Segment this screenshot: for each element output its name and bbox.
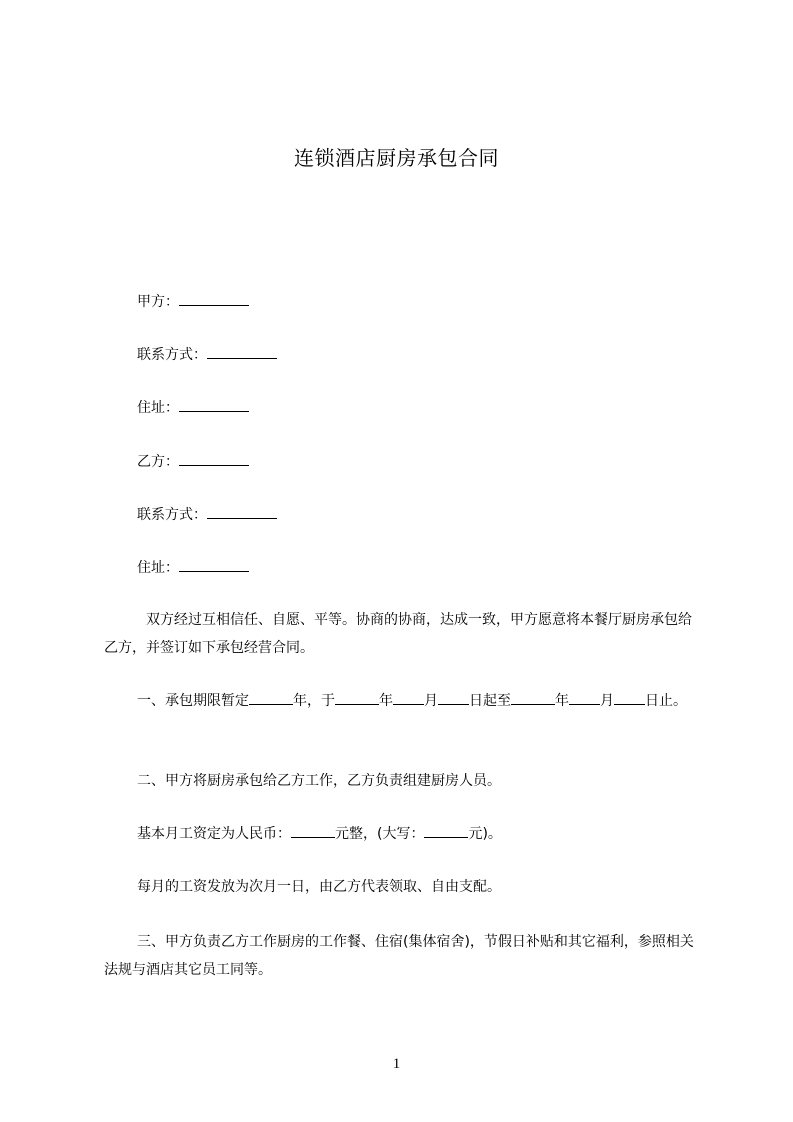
party-b-label: 乙方： (137, 454, 179, 470)
clause-1-end-year-blank[interactable] (511, 692, 555, 705)
clause-1-text-a: 一、承包期限暂定 (137, 693, 249, 709)
clause-1-text-e: 日起至 (469, 693, 511, 709)
party-a-address-blank[interactable] (179, 399, 249, 412)
clause-1-start-month-blank[interactable] (393, 692, 424, 705)
clause-1-text-d: 月 (424, 693, 438, 709)
clause-1-paragraph (104, 687, 704, 715)
party-a-contact-label: 联系方式： (137, 347, 207, 363)
clause-1-text-g: 月 (600, 693, 614, 709)
clause-1-text-b: 年，于 (293, 693, 335, 709)
salary-paragraph (137, 820, 697, 848)
clause-1-text-c: 年 (379, 693, 393, 709)
party-a-address-line (137, 399, 249, 416)
page-number: 1 (392, 1056, 401, 1072)
clause-1-start-day-blank[interactable] (438, 692, 469, 705)
salary-amount-blank[interactable] (291, 825, 335, 838)
party-b-contact-line (137, 506, 277, 523)
clause-1-end-day-blank[interactable] (614, 692, 645, 705)
clause-1-text-f: 年 (555, 693, 569, 709)
party-b-line (137, 453, 249, 470)
intro-paragraph: 双方经过互相信任、自愿、平等。协商的协商，达成一致，甲方愿意将本餐厅厨房承包给乙方，并签订如下承包经营合同。 (104, 612, 692, 656)
salary-text-b: 元整，(大写： (335, 826, 425, 842)
party-b-address-line (137, 559, 249, 576)
clause-2-paragraph: 二、甲方将厨房承包给乙方工作，乙方负责组建厨房人员。 (137, 773, 501, 789)
party-a-line (137, 293, 249, 310)
party-a-contact-line (137, 346, 277, 363)
salary-capital-blank[interactable] (424, 825, 468, 838)
party-a-address-label: 住址： (137, 400, 179, 416)
clause-1-start-year-blank[interactable] (335, 692, 379, 705)
party-a-contact-blank[interactable] (207, 346, 277, 359)
clause-3-paragraph: 三、甲方负责乙方工作厨房的工作餐、住宿(集体宿舍)，节假日补贴和其它福利，参照相关法规与酒店其它员工同等。 (104, 934, 694, 978)
clause-1-years-blank[interactable] (249, 692, 293, 705)
contract-title: 连锁酒店厨房承包合同 (294, 146, 499, 170)
party-b-contact-blank[interactable] (207, 506, 277, 519)
party-b-address-blank[interactable] (179, 559, 249, 572)
salary-text-c: 元)。 (468, 826, 502, 842)
party-a-blank[interactable] (179, 293, 249, 306)
party-a-label: 甲方： (137, 294, 179, 310)
clause-1-end-month-blank[interactable] (569, 692, 600, 705)
payday-paragraph: 每月的工资发放为次月一日，由乙方代表领取、自由支配。 (137, 879, 501, 895)
clause-1-text-h: 日止。 (645, 693, 687, 709)
party-b-blank[interactable] (179, 453, 249, 466)
salary-text-a: 基本月工资定为人民币： (137, 826, 291, 842)
party-b-contact-label: 联系方式： (137, 507, 207, 523)
party-b-address-label: 住址： (137, 560, 179, 576)
